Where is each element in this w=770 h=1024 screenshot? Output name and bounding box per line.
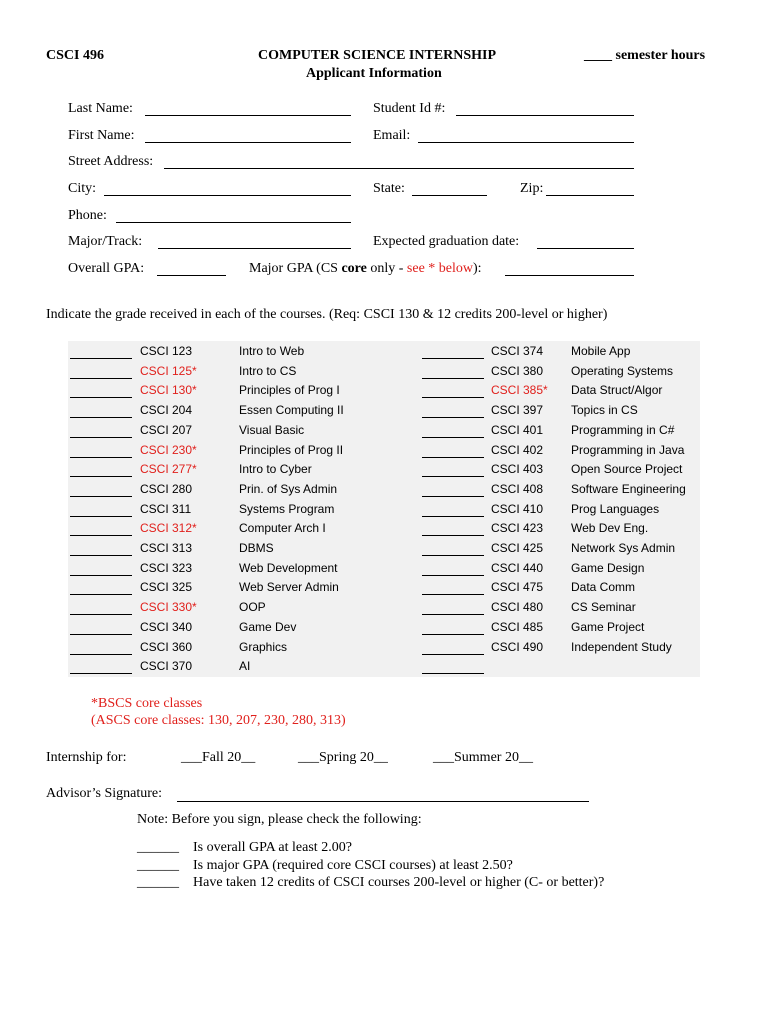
course-code: CSCI 311 (140, 501, 192, 516)
course-code: CSCI 280 (140, 481, 193, 496)
check-gpa-text: Is overall GPA at least 2.00? (193, 840, 352, 855)
course-code: CSCI 370 (140, 659, 193, 674)
course-title: Computer Arch I (239, 521, 326, 536)
student-id-field[interactable] (456, 115, 634, 116)
course-code: CSCI 330* (140, 600, 197, 615)
grade-blank[interactable] (422, 516, 484, 517)
course-code: CSCI 490 (491, 639, 544, 654)
course-title: Web Server Admin (239, 580, 339, 595)
grade-blank[interactable] (70, 516, 132, 517)
page-subtitle: Applicant Information (306, 66, 442, 81)
semester-hours-label: semester hours (612, 48, 706, 63)
street-address-label: Street Address: (68, 154, 154, 169)
course-title: Game Project (571, 619, 645, 634)
course-title: Open Source Project (571, 462, 683, 477)
first-name-label: First Name: (68, 128, 135, 143)
course-code: CSCI 480 (491, 600, 544, 615)
course-number: CSCI 496 (46, 48, 104, 63)
state-label: State: (373, 181, 405, 196)
course-title: Game Design (571, 560, 645, 575)
semester-hours-blank[interactable]: ____ (584, 48, 612, 63)
check-credits-text: Have taken 12 credits of CSCI courses 200-level or higher (C- or better)? (193, 875, 605, 890)
course-code: CSCI 423 (491, 521, 544, 536)
grade-blank[interactable] (70, 594, 132, 595)
internship-label: Internship for: (46, 750, 127, 765)
course-title: Operating Systems (571, 363, 674, 378)
course-code: CSCI 323 (140, 560, 193, 575)
course-title: Programming in C# (571, 422, 675, 437)
grade-blank[interactable] (70, 358, 132, 359)
course-code: CSCI 230* (140, 442, 197, 457)
student-id-label: Student Id #: (373, 101, 446, 116)
advisor-signature-field[interactable] (177, 801, 589, 802)
street-address-field[interactable] (164, 168, 634, 169)
grade-blank[interactable] (422, 654, 484, 655)
grade-blank[interactable] (422, 535, 484, 536)
course-code: CSCI 340 (140, 619, 193, 634)
grade-blank[interactable] (422, 594, 484, 595)
course-title: Principles of Prog I (239, 383, 340, 398)
course-title: Systems Program (239, 501, 335, 516)
grade-blank[interactable] (422, 476, 484, 477)
grade-blank[interactable] (70, 535, 132, 536)
internship-summer[interactable]: ___Summer 20__ (433, 750, 533, 765)
last-name-field[interactable] (145, 115, 351, 116)
course-title: Intro to Web (239, 344, 305, 358)
course-title: Intro to Cyber (239, 462, 312, 477)
course-code: CSCI 204 (140, 403, 193, 418)
course-code: CSCI 277* (140, 462, 197, 477)
course-code: CSCI 410 (491, 501, 544, 516)
course-title: Graphics (239, 639, 288, 654)
grade-blank[interactable] (422, 673, 484, 674)
course-title: AI (239, 659, 251, 674)
bscs-core-note: *BSCS core classes (91, 696, 203, 711)
course-code: CSCI 403 (491, 462, 544, 477)
grade-blank[interactable] (70, 575, 132, 576)
course-code: CSCI 325 (140, 580, 193, 595)
grade-blank[interactable] (70, 476, 132, 477)
course-code: CSCI 397 (491, 403, 544, 418)
grade-blank[interactable] (70, 437, 132, 438)
grade-blank[interactable] (422, 397, 484, 398)
course-code: CSCI 425 (491, 541, 544, 555)
zip-label: Zip: (520, 181, 544, 196)
ascs-core-note: (ASCS core classes: 130, 207, 230, 280, 313) (91, 713, 346, 728)
course-title: Topics in CS (571, 403, 638, 418)
internship-spring[interactable]: ___Spring 20__ (298, 750, 388, 765)
grade-blank[interactable] (70, 555, 132, 556)
major-track-field[interactable] (158, 248, 351, 249)
course-code: CSCI 440 (491, 560, 544, 575)
check-gpa-blank[interactable]: ______ (137, 840, 179, 855)
course-code: CSCI 360 (140, 639, 193, 654)
course-title: Programming in Java (571, 442, 685, 457)
course-title: DBMS (239, 541, 274, 555)
grade-blank[interactable] (70, 457, 132, 458)
email-label: Email: (373, 128, 411, 143)
phone-field[interactable] (116, 222, 351, 223)
course-code: CSCI 385* (491, 383, 548, 398)
check-major-gpa-text: Is major GPA (required core CSCI courses) at least 2.50? (193, 858, 513, 873)
grade-blank[interactable] (70, 496, 132, 497)
grade-blank[interactable] (422, 417, 484, 418)
course-code: CSCI 374 (491, 344, 544, 358)
page-title: COMPUTER SCIENCE INTERNSHIP (258, 48, 497, 63)
semester-hours (584, 48, 705, 64)
course-title: Visual Basic (239, 422, 305, 437)
course-code: CSCI 125* (140, 363, 197, 378)
course-code: CSCI 123 (140, 344, 193, 358)
grade-blank[interactable] (70, 673, 132, 674)
major-track-label: Major/Track: (68, 234, 143, 249)
course-title: Essen Computing II (239, 403, 344, 418)
grade-blank[interactable] (422, 555, 484, 556)
course-code: CSCI 312* (140, 521, 197, 536)
grade-blank[interactable] (70, 378, 132, 379)
course-title: Prin. of Sys Admin (239, 481, 338, 496)
course-title: Principles of Prog II (239, 442, 344, 457)
grade-blank[interactable] (422, 378, 484, 379)
check-major-gpa-blank[interactable]: ______ (137, 858, 179, 873)
state-field[interactable] (412, 195, 487, 196)
grade-blank[interactable] (422, 575, 484, 576)
phone-label: Phone: (68, 208, 107, 223)
course-title: Data Struct/Algor (571, 383, 663, 398)
check-credits-blank[interactable]: ______ (137, 875, 179, 890)
major-gpa-field[interactable] (505, 275, 634, 276)
course-title: Software Engineering (571, 481, 686, 496)
advisor-signature-label: Advisor’s Signature: (46, 786, 163, 801)
course-title: Data Comm (571, 580, 636, 595)
course-code: CSCI 401 (491, 422, 544, 437)
grade-blank[interactable] (70, 654, 132, 655)
zip-field[interactable] (546, 195, 634, 196)
course-code: CSCI 475 (491, 580, 544, 595)
last-name-label: Last Name: (68, 101, 133, 116)
course-title: OOP (239, 600, 266, 615)
grad-date-label: Expected graduation date: (373, 234, 520, 249)
internship-fall[interactable]: ___Fall 20__ (181, 750, 256, 765)
grade-instructions: Indicate the grade received in each of the courses. (Req: CSCI 130 & 12 credits 200-level or higher) (46, 307, 608, 322)
email-field[interactable] (418, 142, 634, 143)
course-title: CS Seminar (571, 600, 636, 615)
course-title: Web Dev Eng. (571, 521, 649, 536)
course-code: CSCI 313 (140, 541, 193, 555)
grade-blank[interactable] (70, 397, 132, 398)
course-code: CSCI 380 (491, 363, 544, 378)
overall-gpa-label: Overall GPA: (68, 261, 145, 276)
course-title: Prog Languages (571, 501, 660, 516)
city-field[interactable] (104, 195, 351, 196)
course-title: Network Sys Admin (571, 541, 676, 555)
grade-blank[interactable] (422, 457, 484, 458)
grade-blank[interactable] (422, 358, 484, 359)
grade-blank[interactable] (70, 417, 132, 418)
course-code: CSCI 408 (491, 481, 544, 496)
course-code: CSCI 485 (491, 619, 544, 634)
major-gpa-label: Major GPA (CS core only - see * below): (249, 261, 482, 276)
overall-gpa-field[interactable] (157, 275, 226, 276)
grade-blank[interactable] (422, 437, 484, 438)
course-code: CSCI 130* (140, 383, 197, 398)
course-title: Intro to CS (239, 363, 297, 378)
course-title: Game Dev (239, 619, 297, 634)
grade-blank[interactable] (422, 496, 484, 497)
course-title: Mobile App (571, 344, 631, 358)
course-title: Web Development (239, 560, 338, 575)
course-title: Independent Study (571, 639, 672, 654)
grad-date-field[interactable] (537, 248, 634, 249)
course-code: CSCI 402 (491, 442, 544, 457)
note-heading: Note: Before you sign, please check the following: (137, 812, 422, 827)
grade-blank[interactable] (70, 614, 132, 615)
grade-blank[interactable] (422, 614, 484, 615)
grade-blank[interactable] (70, 634, 132, 635)
city-label: City: (68, 181, 97, 196)
course-grid (68, 341, 700, 677)
grade-blank[interactable] (422, 634, 484, 635)
course-code: CSCI 207 (140, 422, 193, 437)
first-name-field[interactable] (145, 142, 351, 143)
